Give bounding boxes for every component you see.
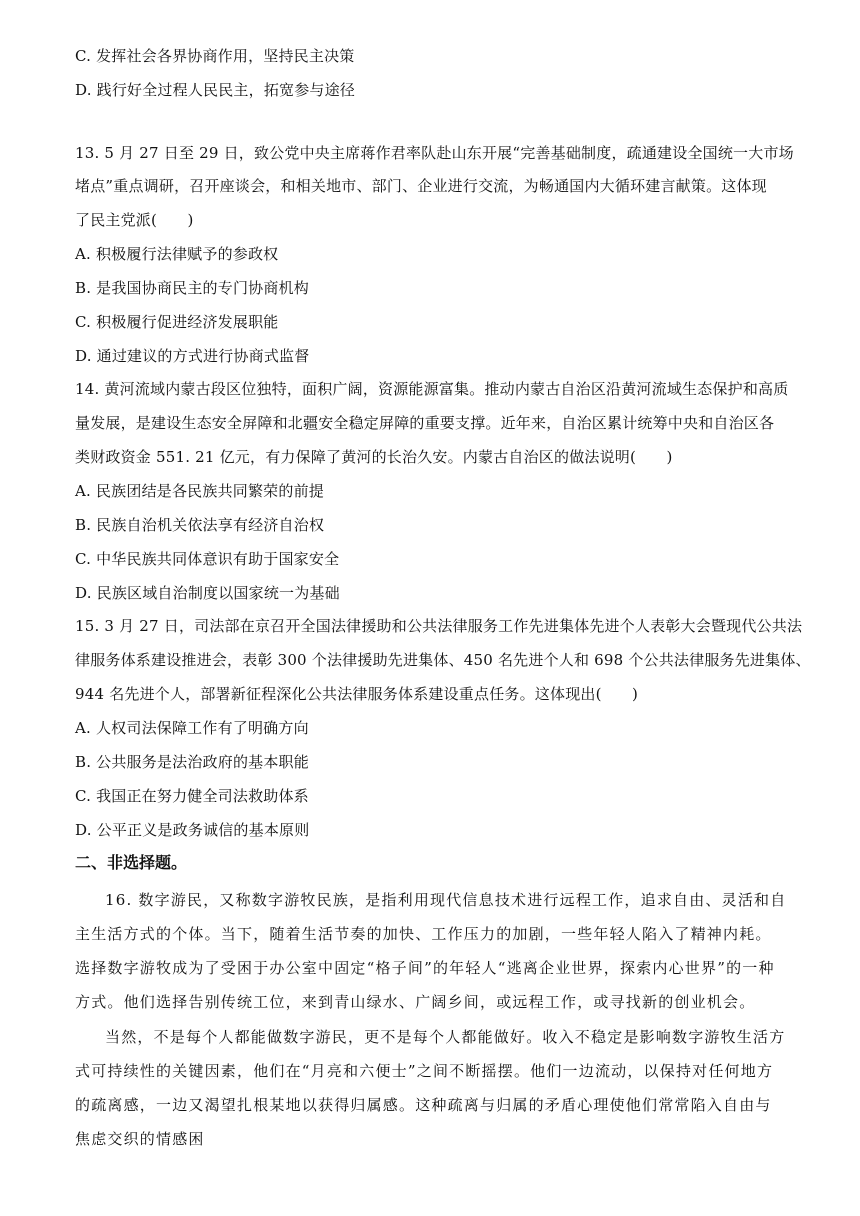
q14-stem-line-2: 量发展，是建设生态安全屏障和北疆安全稳定屏障的重要支撑。近年来，自治区累计统筹中央和自治区各 <box>75 414 775 432</box>
q13-option-c: C. 积极履行促进经济发展职能 <box>75 313 279 331</box>
q15-option-b: B. 公共服务是法治政府的基本职能 <box>75 753 309 771</box>
q16-paragraph-1-text: 16. 数字游民，又称数字游牧民族，是指利用现代信息技术进行远程工作，追求自由、灵活和自主生活方式的个体。当下，随着生活节奏的加快、工作压力的加剧，一些年轻人陷入了精神内耗。选择数字游牧成为了受困于办公室中固定“格子间”的年轻人“逃离企业世界，探索内心世界”的一种方式。他们选择告别传统工位，来到青山绿水、广阔乡间，或远程工作，或寻找新的创业机会。 <box>75 891 787 1011</box>
q13-stem-line-3: 了民主党派( ) <box>75 211 194 229</box>
q14-stem-line-1: 14. 黄河流域内蒙古段区位独特，面积广阔，资源能源富集。推动内蒙古自治区沿黄河流域生态保护和高质 <box>75 380 789 398</box>
q14-option-c: C. 中华民族共同体意识有助于国家安全 <box>75 550 340 568</box>
q15-option-c: C. 我国正在努力健全司法救助体系 <box>75 787 309 805</box>
q16-paragraph-2-text: 当然，不是每个人都能做数字游民，更不是每个人都能做好。收入不稳定是影响数字游牧生活方式可持续性的关键因素，他们在“月亮和六便士”之间不断摇摆。他们一边流动，以保持对任何地方的疏离感，一边又渴望扎根某地以获得归属感。这种疏离与归属的矛盾心理使他们常常陷入自由与焦虑交织的情感困 <box>75 1028 786 1148</box>
q15-stem-line-1: 15. 3 月 27 日，司法部在京召开全国法律援助和公共法律服务工作先进集体先进个人表彰大会暨现代公共法 <box>75 617 803 635</box>
q14-option-a: A. 民族团结是各民族共同繁荣的前提 <box>75 482 324 500</box>
q13-option-d: D. 通过建议的方式进行协商式监督 <box>75 347 310 365</box>
q14-stem-line-3: 类财政资金 551. 21 亿元，有力保障了黄河的长治久安。内蒙古自治区的做法说明( ) <box>75 448 673 466</box>
q15-option-d: D. 公平正义是政务诚信的基本原则 <box>75 821 310 839</box>
q12-option-c: C. 发挥社会各界协商作用，坚持民主决策 <box>75 47 355 65</box>
q16-paragraph-2 <box>75 1020 787 1156</box>
q16-paragraph-1 <box>75 883 787 1019</box>
q15-stem-line-3: 944 名先进个人，部署新征程深化公共法律服务体系建设重点任务。这体现出( ) <box>75 685 639 703</box>
q12-option-d: D. 践行好全过程人民民主，拓宽参与途径 <box>75 81 356 99</box>
q13-option-a: A. 积极履行法律赋予的参政权 <box>75 245 279 263</box>
q15-option-a: A. 人权司法保障工作有了明确方向 <box>75 719 309 737</box>
q13-stem-line-1: 13. 5 月 27 日至 29 日，致公党中央主席蒋作君率队赴山东开展“完善基础制度，疏通建设全国统一大市场 <box>75 144 794 162</box>
section-heading: 二、非选择题。 <box>75 853 188 872</box>
q14-option-b: B. 民族自治机关依法享有经济自治权 <box>75 516 325 534</box>
q14-option-d: D. 民族区域自治制度以国家统一为基础 <box>75 584 340 602</box>
q15-stem-line-2: 律服务体系建设推进会，表彰 300 个法律援助先进集体、450 名先进个人和 698 个公共法律服务先进集体、 <box>75 651 811 669</box>
q13-option-b: B. 是我国协商民主的专门协商机构 <box>75 279 309 297</box>
q13-stem-line-2: 堵点”重点调研，召开座谈会，和相关地市、部门、企业进行交流，为畅通国内大循环建言献策。这体现 <box>75 177 767 195</box>
